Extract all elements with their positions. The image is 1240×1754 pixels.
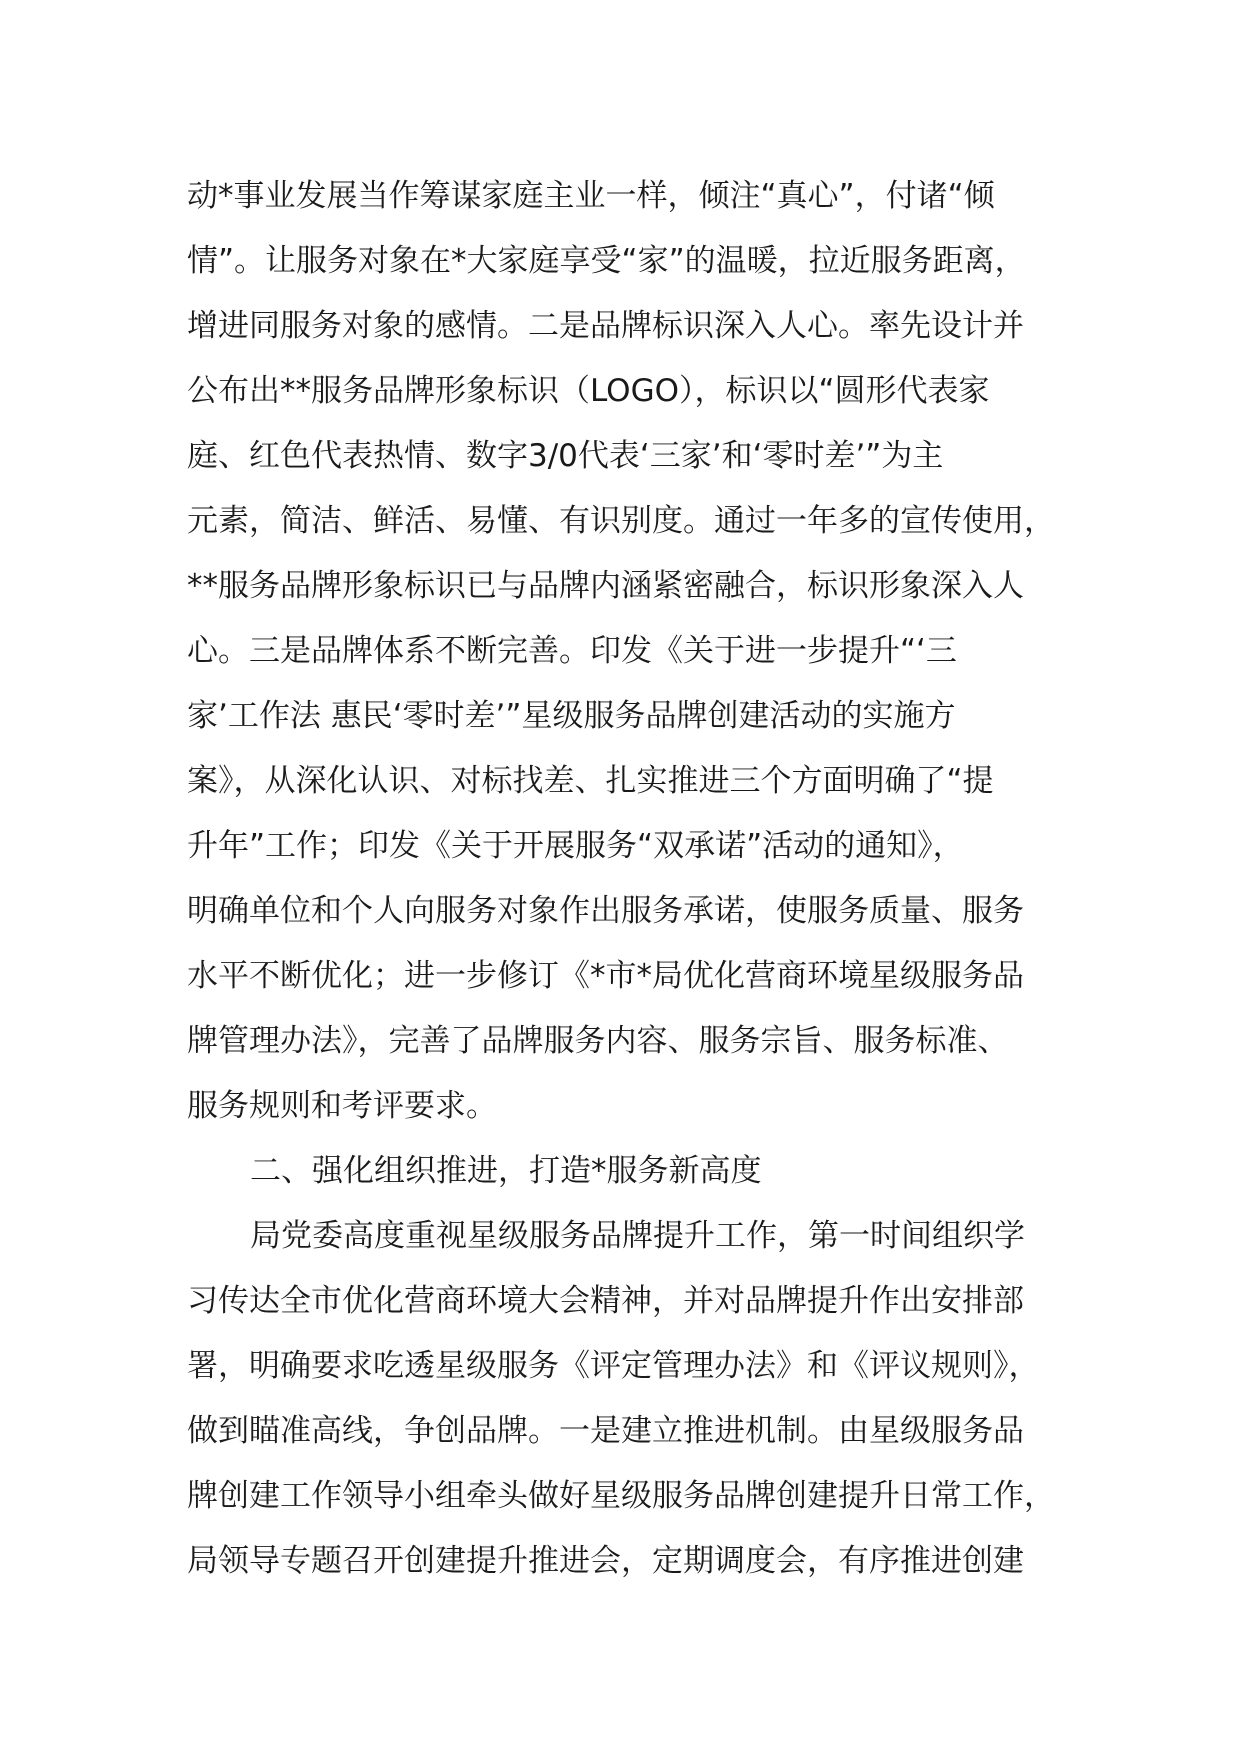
section-heading: 二、强化组织推进，打造*服务新高度 xyxy=(250,1153,762,1189)
text-line: 做到瞄准高线，争创品牌。一是建立推进机制。由星级服务品 xyxy=(187,1413,1024,1449)
text-line: 牌创建工作领导小组牵头做好星级服务品牌创建提升日常工作， xyxy=(187,1478,1055,1514)
text-line: 署，明确要求吃透星级服务《评定管理办法》和《评议规则》， xyxy=(187,1348,1040,1384)
text-line: 习传达全市优化营商环境大会精神，并对品牌提升作出安排部 xyxy=(187,1283,1024,1319)
text-line: 局党委高度重视星级服务品牌提升工作，第一时间组织学 xyxy=(250,1218,1025,1254)
text-line: 元素，简洁、鲜活、易懂、有识别度。通过一年多的宣传使用， xyxy=(187,503,1055,539)
text-line: 情”。让服务对象在*大家庭享受“家”的温暖，拉近服务距离， xyxy=(187,243,1026,279)
text-line: 局领导专题召开创建提升推进会，定期调度会，有序推进创建 xyxy=(187,1543,1024,1579)
text-line: 水平不断优化；进一步修订《*市*局优化营商环境星级服务品 xyxy=(187,958,1024,994)
text-line: 公布出**服务品牌形象标识（LOGO），标识以“圆形代表家 xyxy=(187,373,990,409)
text-line: 牌管理办法》，完善了品牌服务内容、服务宗旨、服务标准、 xyxy=(187,1023,1009,1059)
text-line: 动*事业发展当作筹谋家庭主业一样，倾注“真心”，付诸“倾 xyxy=(187,178,995,214)
text-line: 案》，从深化认识、对标找差、扎实推进三个方面明确了“提 xyxy=(187,763,994,799)
text-line: **服务品牌形象标识已与品牌内涵紧密融合，标识形象深入人 xyxy=(187,568,1024,604)
text-line: 服务规则和考评要求。 xyxy=(187,1088,497,1124)
document-body xyxy=(187,164,1077,1594)
text-line: 明确单位和个人向服务对象作出服务承诺，使服务质量、服务 xyxy=(187,893,1024,929)
text-line: 家’工作法 惠民‘零时差’”星级服务品牌创建活动的实施方 xyxy=(187,698,956,734)
text-line: 庭、红色代表热情、数字3/0代表‘三家’和‘零时差’”为主 xyxy=(187,438,944,474)
text-line: 心。三是品牌体系不断完善。印发《关于进一步提升“‘三 xyxy=(187,633,957,669)
text-line: 升年”工作；印发《关于开展服务“双承诺”活动的通知》， xyxy=(187,828,964,864)
text-line: 增进同服务对象的感情。二是品牌标识深入人心。率先设计并 xyxy=(187,308,1024,344)
